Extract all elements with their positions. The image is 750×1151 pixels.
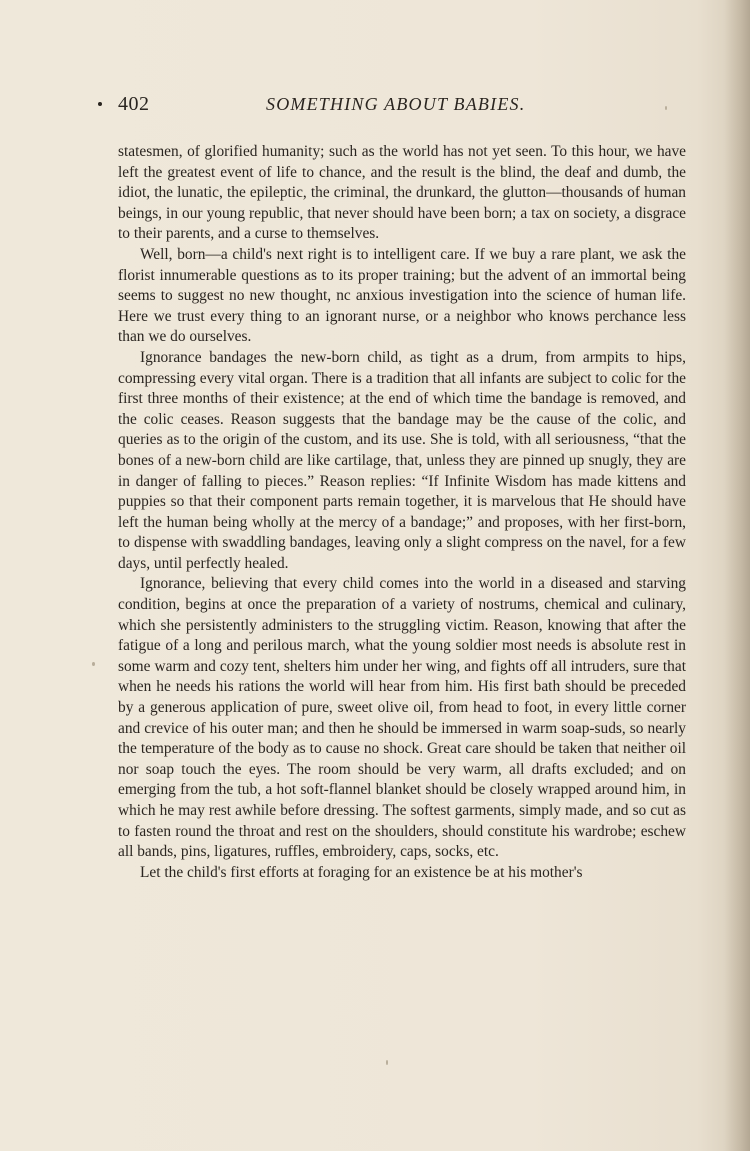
body-text <box>118 142 686 883</box>
paragraph: Ignorance bandages the new-born child, as tight as a drum, from armpits to hips, compressing every vital organ. There is a tradition that all infants are subject to colic for the first three months of their existence; at the end of which time the bandage is removed, and the colic ceases. Reason suggests that the bandage may be the cause of the colic, and queries as to the origin of the custom, and its use. She is told, with all seriousness, “that the bones of a new-born child are like cartilage, that, unless they are pinned up snugly, they are in danger of falling to pieces.” Reason replies: “If Infinite Wisdom has made kittens and puppies so that their component parts remain together, it is marvelous that He should have left the human being wholly at the mercy of a bandage;” and proposes, with her first-born, to dispense with swaddling bandages, leaving only a slight compress on the navel, for a few days, until perfectly healed. <box>118 348 686 572</box>
paragraph: Well, born—a child's next right is to intelligent care. If we buy a rare plant, we ask the florist innumerable questions as to its proper training; but the advent of an immortal being seems to suggest no new thought, nc anxious investigation into the science of human life. Here we trust every thing to an ignorant nurse, or a neighbor who knows perchance less than we do ourselves. <box>118 245 686 346</box>
paragraph: Ignorance, believing that every child comes into the world in a diseased and starving condition, begins at once the preparation of a variety of nostrums, chemical and culinary, which she persistently administers to the struggling victim. Reason, knowing that after the fatigue of a long and perilous march, what the young soldier most needs is absolute rest in some warm and cozy tent, shelters him under her wing, and fights off all intruders, sure that when he needs his rations the world will hear from him. His first bath should be preceded by a generous application of pure, sweet olive oil, from head to foot, in every little corner and crevice of his outer man; and then he should be immersed in warm soap-suds, so nearly the temperature of the body as to cause no shock. Great care should be taken that neither oil nor soap touch the eyes. The room should be very warm, all drafts excluded; and on emerging from the tub, a hot soft-flannel blanket should be closely wrapped around him, in which he may rest awhile before dressing. The softest garments, simply made, and so cut as to fasten round the throat and rest on the shoulders, should constitute his wardrobe; eschew all bands, pins, ligatures, ruffles, embroidery, caps, socks, etc. <box>118 575 686 861</box>
page-number: 402 <box>118 93 150 115</box>
paper-speck <box>386 1060 388 1065</box>
margin-dot <box>98 102 102 106</box>
paper-speck <box>665 106 667 110</box>
paper-speck <box>92 662 95 666</box>
running-title: SOMETHING ABOUT BABIES. <box>266 94 526 114</box>
page-edge-shadow <box>724 0 750 1151</box>
paragraph: statesmen, of glorified humanity; such as the world has not yet seen. To this hour, we have left the greatest event of life to chance, and the result is the blind, the deaf and dumb, the idiot, the lunatic, the epileptic, the criminal, the drunkard, the glutton—thousands of human beings, in our young republic, that never should have been born; a tax on society, a disgrace to their parents, and a curse to themselves. <box>118 143 686 243</box>
paragraph: Let the child's first efforts at foraging for an existence be at his mother's <box>140 863 583 881</box>
page-header <box>118 93 686 123</box>
